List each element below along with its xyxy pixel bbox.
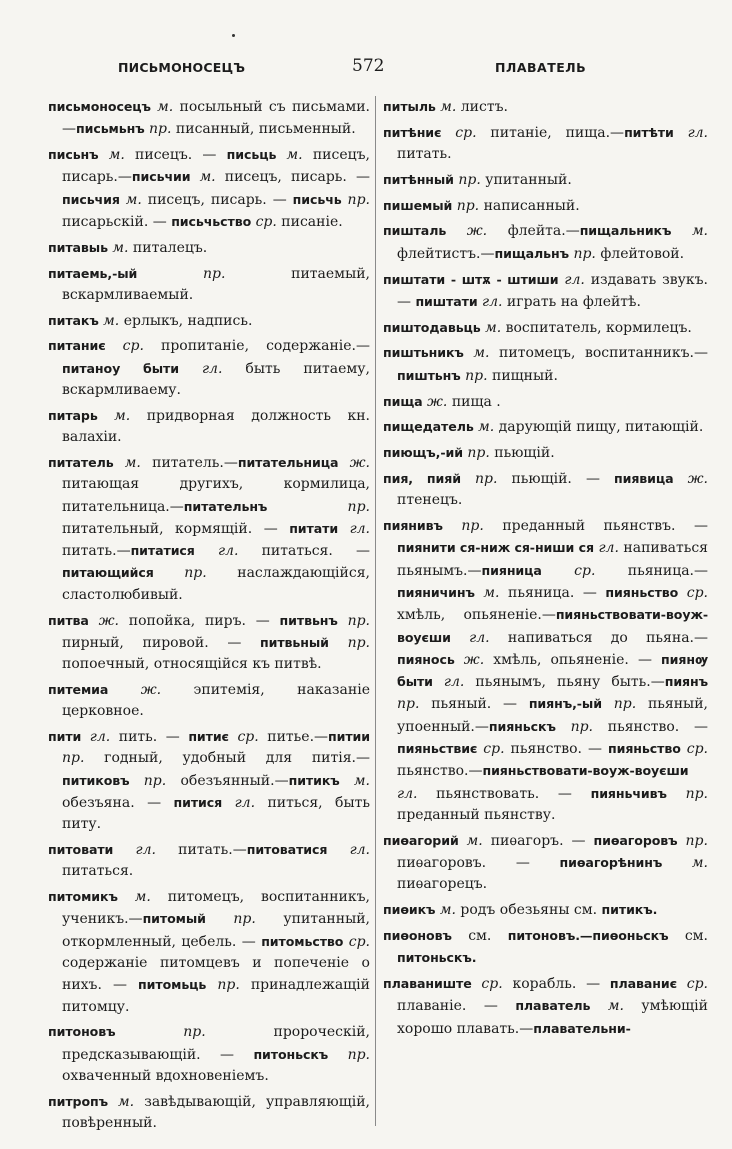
definition-text: см. — [468, 927, 508, 944]
grammar-tag: м. — [590, 998, 642, 1015]
grammar-tag: пр. — [62, 750, 105, 767]
definition-text: преданный пьянствъ. — — [502, 518, 708, 535]
dictionary-entry — [383, 416, 708, 438]
grammar-tag: ср. — [678, 584, 708, 601]
dictionary-entry — [48, 1021, 370, 1087]
definition-text: питаніе, пища.— — [490, 124, 625, 141]
definition-text: питаться. — [62, 863, 134, 880]
dictionary-entry — [383, 122, 708, 166]
dictionary-entry — [383, 169, 708, 191]
definition-text: завѣдывающій, управляющій, повѣренный. — [62, 1093, 370, 1132]
headword: питемиа — [48, 681, 109, 697]
definition-text: пьянствовать. — — [436, 785, 591, 802]
grammar-tag: пр. — [555, 718, 608, 735]
grammar-tag: пр. — [337, 612, 371, 629]
definition-text: пророческій, предсказывающій. — — [62, 1024, 370, 1063]
grammar-tag: ср. — [251, 213, 282, 230]
grammar-tag: ср. — [471, 975, 513, 992]
headword: питва — [48, 612, 89, 628]
grammar-tag: м. — [276, 147, 313, 164]
definition-text: пиѳагоровъ. — — [397, 855, 560, 871]
definition-text: умѣющій хорошо плавать.— — [397, 998, 708, 1037]
headword: питавыь — [48, 239, 108, 255]
definition-text: пьяница. — — [508, 584, 606, 601]
grammar-tag: пр. — [153, 565, 238, 582]
headword: питовати — [48, 842, 114, 857]
definition-text: пирный, пировой. — — [62, 634, 261, 651]
definition-text: эпитемія, наказаніе церковное. — [62, 681, 370, 720]
headword: питатися — [130, 543, 195, 559]
grammar-tag: пр. — [601, 696, 648, 713]
headword: пищальникъ — [579, 223, 672, 239]
dictionary-entry — [383, 96, 708, 118]
running-head-left: ПИСЬМОНОСЕЦЪ — [118, 60, 246, 75]
definition-text: флейта.— — [507, 223, 580, 240]
headword: питакъ — [48, 312, 99, 328]
definition-text: писецъ, писарь. — — [224, 169, 370, 186]
headword: пияньство — [608, 741, 681, 757]
dictionary-entry — [383, 973, 708, 1040]
definition-text: издавать звукъ. — — [397, 271, 708, 310]
headword: питательница — [237, 454, 339, 470]
headword: пиѳагоровъ — [593, 832, 678, 848]
headword: пиянъ,-ый — [528, 696, 602, 712]
definition-text: пьяный, упоенный.— — [397, 696, 708, 735]
headword: пищальнъ — [494, 245, 569, 261]
grammar-tag: пр. — [677, 832, 708, 849]
dictionary-entry — [48, 144, 370, 233]
dictionary-entry — [48, 335, 370, 401]
headword: питомый — [142, 911, 206, 927]
grammar-tag: м. — [113, 454, 153, 471]
grammar-tag: ср. — [676, 975, 709, 992]
grammar-tag: ср. — [541, 562, 628, 579]
grammar-tag: м. — [117, 889, 168, 906]
definition-text: флейтистъ.— — [397, 245, 495, 262]
definition-text: придворная должность кн. валахіи. — [62, 407, 370, 446]
dictionary-entry — [48, 405, 370, 449]
definition-text: питаемый, вскармливаемый. — [62, 265, 370, 303]
headword: пиштати — [415, 293, 478, 309]
headword: плаваниє — [609, 975, 677, 991]
grammar-tag: пр. — [453, 171, 486, 188]
headword: письчь — [292, 191, 342, 207]
headword: питарь — [48, 407, 98, 423]
grammar-tag: ср. — [105, 338, 161, 355]
definition-text: ерлыкъ, надпись. — [123, 312, 253, 329]
definition-text: питомецъ, воспитанникъ, ученикъ.— — [62, 889, 370, 928]
grammar-tag: пр. — [442, 518, 503, 535]
definition-text: преданный пьянству. — [397, 806, 556, 823]
headword: питоньскъ — [253, 1046, 329, 1062]
grammar-tag: пр. — [206, 977, 251, 994]
grammar-tag: м. — [339, 772, 370, 789]
grammar-tag: м. — [480, 319, 506, 336]
grammar-tag: ж. — [88, 612, 129, 629]
grammar-tag: ж. — [446, 223, 508, 240]
headword: питропъ — [48, 1093, 108, 1109]
definition-text: писаніе. — [281, 213, 343, 230]
definition-text: птенецъ. — [397, 492, 463, 509]
dictionary-entry — [383, 515, 708, 826]
headword: пияница — [481, 562, 542, 578]
definition-text: см. — [684, 927, 708, 944]
definition-text: годный, удобный для питія.— — [104, 750, 370, 767]
headword: пища — [383, 393, 423, 409]
headword: питомьство — [261, 933, 344, 949]
grammar-tag: м. — [119, 191, 148, 208]
headword: пияньство — [605, 584, 679, 600]
headword: питоновъ.—пиѳоньскъ — [507, 927, 669, 943]
grammar-tag: ж. — [422, 393, 452, 410]
dictionary-entry — [383, 442, 708, 464]
headword: пиющъ,-ий — [383, 445, 463, 461]
headword: письчия — [62, 191, 120, 207]
headword: пияньскъ — [488, 718, 556, 734]
grammar-tag: пр. — [129, 772, 181, 789]
definition-text: напиваться до пьяна.— — [507, 629, 708, 646]
headword: пияньчивъ — [590, 785, 667, 801]
grammar-tag: м. — [671, 223, 708, 240]
definition-text: родъ обезьяны см. — [460, 902, 602, 919]
grammar-tag: пр. — [460, 367, 492, 384]
definition-text: питать. — [397, 146, 452, 163]
definition-text: питься, быть питу. — [62, 794, 371, 833]
grammar-tag: ср. — [477, 741, 511, 758]
definition-text: содержаніе питомцевъ и попеченіе о нихъ. — — [62, 954, 370, 994]
definition-text: питье.— — [267, 729, 329, 746]
grammar-tag: м. — [473, 419, 499, 436]
headword: плавательни- — [533, 1020, 631, 1036]
headword: питѣти — [624, 124, 674, 140]
grammar-tag: пр. — [328, 1046, 370, 1063]
grammar-tag: м. — [98, 312, 124, 329]
grammar-tag: гл. — [327, 842, 371, 858]
page-number: 572 — [352, 56, 385, 76]
definition-text: обезъяна. — — [62, 794, 174, 811]
grammar-tag: пр. — [328, 634, 370, 651]
grammar-tag: пр. — [452, 197, 484, 214]
headword: пия, пияй — [383, 470, 461, 486]
grammar-tag: пр. — [460, 470, 512, 487]
headword: питиковъ — [62, 772, 130, 788]
headword: пиѳагорѣнинъ — [559, 855, 663, 870]
headword: питвьный — [260, 634, 329, 650]
dictionary-entry — [48, 310, 370, 332]
headword: письчии — [131, 169, 191, 185]
definition-text: писарьскій. — — [62, 213, 172, 230]
headword: питоватися — [246, 842, 328, 857]
headword: питомикъ — [48, 889, 118, 905]
definition-text: питомецъ, воспитанникъ.— — [499, 345, 708, 362]
headword: пищедатель — [383, 419, 474, 435]
speck-dot — [232, 34, 235, 37]
grammar-tag: м. — [107, 239, 133, 256]
grammar-tag: ср. — [343, 933, 370, 950]
left-column — [48, 96, 371, 1132]
dictionary-entry — [383, 899, 708, 921]
grammar-tag: м. — [474, 584, 509, 601]
definition-text: пьянство.— — [397, 763, 483, 780]
definition-text: плаваніе. — — [397, 998, 516, 1015]
definition-text: играть на флейтѣ. — [506, 293, 641, 310]
definition-text: упитанный, откормленный, цебель. — — [62, 911, 370, 950]
dictionary-entry — [383, 220, 708, 265]
definition-text: листъ. — [460, 99, 508, 115]
grammar-tag: м. — [435, 902, 461, 919]
definition-text: пьяница.— — [627, 562, 708, 579]
definition-text: питать.— — [178, 842, 247, 858]
grammar-tag: м. — [98, 147, 136, 164]
definition-text: напиваться пьянымъ.— — [397, 540, 708, 579]
headword: пияничинъ — [397, 584, 475, 600]
headword: питѣнный — [383, 171, 454, 187]
grammar-tag: пр. — [144, 121, 176, 138]
headword: пиѳоновъ — [383, 927, 452, 943]
dictionary-entry — [48, 263, 370, 307]
grammar-tag: пр. — [137, 265, 292, 282]
dictionary-entry — [383, 195, 708, 217]
grammar-tag: пр. — [115, 1024, 274, 1041]
running-head — [0, 56, 732, 84]
grammar-tag: м. — [150, 99, 180, 115]
dictionary-entry — [383, 830, 708, 896]
headword: письчьство — [171, 213, 252, 229]
headword: письмьнъ — [76, 121, 145, 137]
column-rule — [375, 96, 376, 1126]
grammar-tag: гл. — [432, 674, 476, 691]
headword: пиѳикъ — [383, 902, 436, 918]
grammar-tag: м. — [190, 169, 225, 186]
grammar-tag: гл. — [222, 794, 268, 811]
grammar-tag — [668, 928, 684, 944]
right-column — [383, 96, 708, 1129]
headword: пиѳагорий — [383, 832, 459, 848]
grammar-tag: гл. — [477, 293, 507, 310]
grammar-tag: м. — [458, 832, 491, 849]
dictionary-entry — [48, 1091, 370, 1135]
headword: пиянивъ — [383, 518, 443, 534]
grammar-tag: м. — [463, 345, 500, 362]
headword: пиштьникъ — [383, 345, 464, 361]
grammar-tag: м. — [107, 1093, 145, 1110]
definition-text: пища . — [451, 393, 501, 410]
headword: питаниє — [48, 338, 106, 354]
grammar-tag: гл. — [593, 540, 624, 557]
dictionary-entry — [48, 610, 370, 676]
definition-text: писецъ. — — [135, 147, 227, 164]
grammar-tag: гл. — [81, 729, 119, 746]
definition-text: корабль. — — [512, 975, 610, 992]
headword: пиянити ся-ниж ся-ниши ся — [397, 540, 594, 556]
dictionary-entry — [48, 726, 370, 835]
headword: пиянось — [397, 651, 455, 667]
definition-text: пьянымъ, пьяну быть.— — [475, 674, 665, 691]
dictionary-entry — [383, 391, 708, 413]
headword: пишталь — [383, 223, 447, 239]
dictionary-entry — [48, 452, 370, 606]
headword: питѣниє — [383, 124, 442, 140]
headword: питающийся — [62, 565, 154, 581]
headword: письнъ — [48, 147, 99, 163]
definition-text: воспитатель, кормилецъ. — [505, 319, 692, 336]
grammar-tag: гл. — [558, 271, 591, 288]
dictionary-entry — [48, 839, 370, 883]
dictionary-entry — [48, 886, 370, 1018]
headword: пияньствиє — [397, 741, 478, 757]
dictionary-entry — [383, 925, 708, 970]
headword: питися — [173, 794, 223, 810]
headword: пиштати - штѫ - штиши — [383, 271, 559, 287]
grammar-tag: пр. — [267, 498, 370, 515]
grammar-tag: пр. — [397, 696, 432, 713]
grammar-tag: ж. — [338, 454, 370, 471]
headword: питии — [328, 729, 371, 745]
definition-text: питалецъ. — [132, 239, 208, 256]
headword: пиявица — [614, 470, 674, 486]
grammar-tag — [452, 928, 468, 944]
headword: пиянъ — [664, 674, 708, 690]
dictionary-entry — [383, 269, 708, 314]
definition-text: писецъ, писарь. — — [147, 191, 293, 208]
headword: питательнъ — [183, 498, 268, 514]
grammar-tag: пр. — [666, 785, 708, 802]
definition-text: питаться. — — [261, 543, 370, 560]
grammar-tag: пр. — [569, 245, 601, 262]
dictionary-entry — [48, 237, 370, 259]
definition-text: пьяный. — — [431, 696, 529, 713]
grammar-tag: м. — [435, 99, 461, 115]
definition-text: питать.— — [62, 543, 131, 560]
definition-text: пиѳагорецъ. — [397, 876, 488, 893]
definition-text: питающая другихъ, кормилица, питательница.— — [62, 476, 370, 515]
headword: питоновъ — [48, 1024, 116, 1040]
grammar-tag: гл. — [338, 520, 371, 537]
headword: питомьць — [138, 977, 207, 993]
grammar-tag: ср. — [228, 729, 268, 746]
headword: письмоносецъ — [48, 99, 151, 114]
headword: пиштодавьць — [383, 319, 481, 335]
definition-text: попоечный, относящійся къ питвѣ. — [62, 656, 322, 673]
headword: питикъ — [288, 772, 340, 788]
definition-text: пиѳагоръ. — — [490, 832, 594, 849]
definition-text: писецъ, писарь.— — [62, 147, 370, 186]
definition-text: хмѣль, опьяненіе. — — [493, 651, 662, 668]
running-head-right: ПЛАВАТЕЛЬ — [495, 60, 587, 75]
grammar-tag: гл. — [673, 124, 709, 141]
headword: питатель — [48, 454, 114, 470]
dictionary-entry — [48, 96, 370, 141]
headword: плаваниште — [383, 975, 472, 991]
definition-text: упитанный. — [485, 171, 572, 188]
definition-text: пищный. — [491, 367, 558, 384]
headword: питыль — [383, 99, 436, 114]
definition-text: посыльный съ письмами.— — [62, 99, 370, 138]
grammar-tag: гл. — [194, 543, 262, 560]
headword: питоньскъ. — [397, 950, 477, 966]
definition-text: пьянство. — — [607, 718, 708, 735]
grammar-tag: ж. — [673, 470, 708, 487]
definition-text: быть питаему, вскармливаему. — [62, 360, 370, 399]
dictionary-entry — [48, 679, 370, 723]
grammar-tag: ср. — [680, 741, 709, 758]
definition-text: наслаждающійся, сластолюбивый. — [62, 565, 370, 603]
dictionary-entry — [383, 317, 708, 339]
definition-text: хмѣль, опьяненіе.— — [397, 607, 556, 624]
grammar-tag: ж. — [454, 651, 494, 668]
grammar-tag: гл. — [178, 360, 246, 377]
definition-text: попойка, пиръ. — — [128, 612, 280, 629]
headword: питикъ. — [601, 902, 658, 918]
definition-text: пить. — — [118, 729, 189, 746]
headword: пияньствовати-воуж-воуєши — [482, 763, 689, 779]
headword: письць — [226, 147, 277, 163]
headword: пишемый — [383, 197, 453, 213]
definition-text: пьющій. — — [511, 470, 614, 487]
grammar-tag: гл. — [113, 842, 179, 858]
grammar-tag: гл. — [397, 785, 437, 802]
grammar-tag: ж. — [108, 681, 194, 698]
headword: питаемь,-ый — [48, 265, 138, 281]
definition-text: охваченный вдохновеніемъ. — [62, 1067, 269, 1084]
grammar-tag: пр. — [205, 911, 284, 928]
grammar-tag: ср. — [441, 124, 491, 141]
definition-text: пьющій. — [494, 445, 555, 462]
headword: пити — [48, 729, 82, 745]
headword: питиє — [188, 729, 229, 745]
definition-text: флейтовой. — [600, 245, 685, 262]
grammar-tag: пр. — [462, 445, 495, 462]
grammar-tag: пр. — [341, 191, 370, 208]
definition-text: написанный. — [483, 197, 580, 214]
grammar-tag: гл. — [450, 629, 508, 646]
headword: пиштьнъ — [397, 367, 461, 383]
definition-text: пропитаніе, содержаніе.— — [161, 338, 370, 355]
definition-text: писанный, письменный. — [175, 121, 356, 138]
definition-text: питательный, кормящій. — — [62, 520, 290, 537]
definition-text: обезъянный.— — [180, 772, 289, 789]
dictionary-entry — [383, 342, 708, 387]
definition-text: принадлежащій питомцу. — [62, 977, 370, 1015]
headword: питаноу быти — [62, 360, 179, 376]
definition-text: пьянство. — — [510, 741, 608, 758]
definition-text: дарующій пищу, питающій. — [498, 419, 704, 436]
dictionary-entry — [383, 468, 708, 512]
headword: питати — [289, 520, 339, 536]
definition-text: питатель.— — [152, 454, 238, 471]
headword: питвьнъ — [279, 612, 338, 628]
headword: пиянѹ быти — [397, 651, 709, 690]
headword: пияньствовати-воуж-воуєши — [397, 607, 708, 645]
grammar-tag: м. — [97, 407, 147, 424]
headword: плаватель — [515, 998, 591, 1014]
grammar-tag: м. — [662, 855, 708, 871]
